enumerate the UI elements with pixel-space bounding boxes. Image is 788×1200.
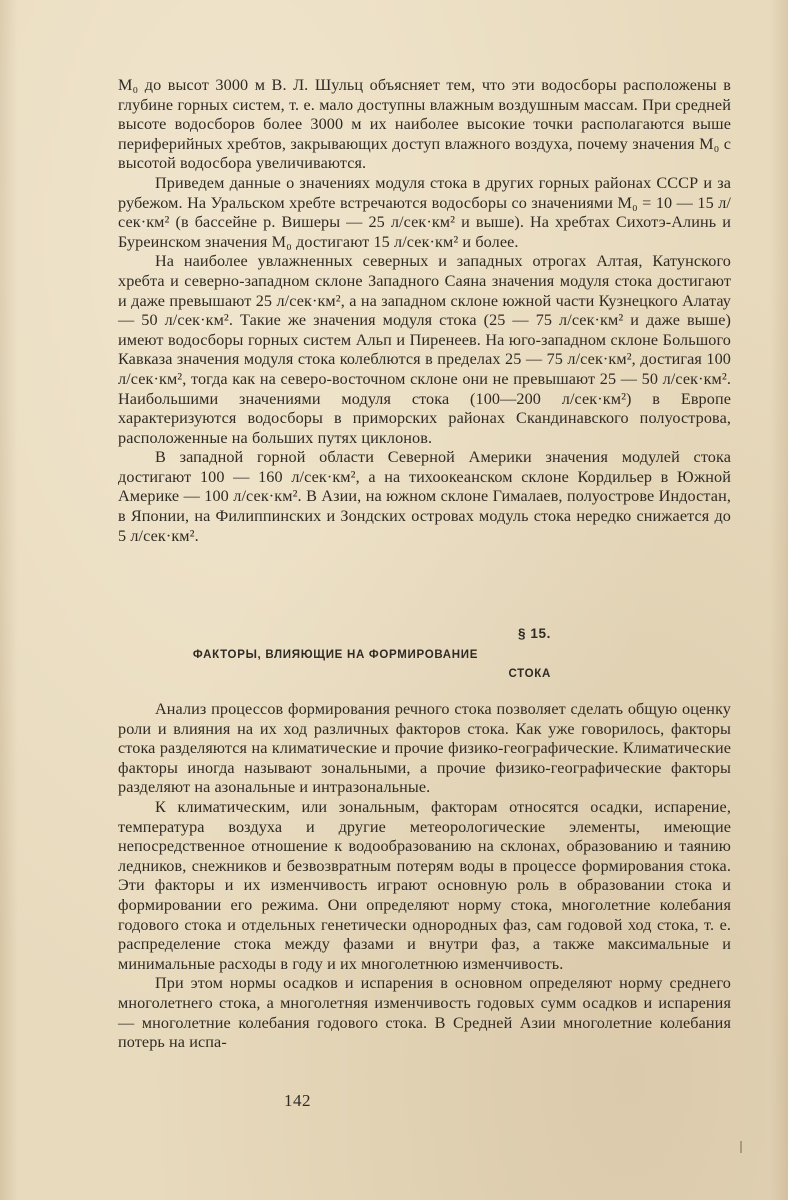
section-number: § 15.	[517, 626, 551, 641]
paragraph: В западной горной области Северной Америки значения модулей стока достигают 100 — 160 л/сек·км², а на тихоокеанском склоне Кордильер в Южной Америке — 100 л/сек·км². В Азии, на южном склоне Гималаев, полуострове Индостан, в Японии, на Филиппинских и Зондских островах модуль стока нередко снижается до 5 л/сек·км².	[118, 448, 731, 545]
bottom-text-block	[118, 700, 731, 1053]
page-number: 142	[284, 1091, 311, 1110]
paragraph: Анализ процессов формирования речного стока позволяет сделать общую оценку роли и влияния на их ход различных факторов стока. Как уже говорилось, факторы стока разделяются на климатические и прочие физико-географические. Климатические факторы иногда называют зональными, а прочие физико-географические факторы разделяют на азональные и интразональные.	[118, 700, 731, 797]
paragraph-continued: М₀ до высот 3000 м В. Л. Шульц объясняет тем, что эти водосборы расположены в глубине горных систем, т. е. мало доступны влажным воздушным массам. При средней высоте водосборов более 3000 м их наиболее высокие точки располагаются выше периферийных хребтов, закрывающих доступ влажного воздуха, почему значения М₀ с высотой водосбора увеличиваются.	[118, 76, 731, 173]
section-heading	[120, 646, 551, 684]
top-text-block	[118, 76, 731, 546]
paragraph: На наиболее увлажненных северных и западных отрогах Алтая, Катунского хребта и северно-западном склоне Западного Саяна значения модуля стока достигают и даже превышают 25 л/сек·км², а на западном склоне южной части Кузнецкого Алатау — 50 л/сек·км². Такие же значения модуля стока (25 — 75 л/сек·км² и даже выше) имеют водосборы горных систем Альп и Пиренеев. На юго-западном склоне Большого Кавказа значения модуля стока колеблются в пределах 25 — 75 л/сек·км², достигая 100 л/сек·км², тогда как на северо-восточном склоне они не превышают 25 — 50 л/сек·км². Наибольшими значениями модуля стока (100—200 л/сек·км²) в Европе характеризуются водосборы в приморских районах Скандинавского полуострова, расположенные на больших путях циклонов.	[118, 252, 731, 447]
paragraph: Приведем данные о значениях модуля стока в других горных районах СССР и за рубежом. На Уральском хребте встречаются водосборы со значениями М₀ = 10 — 15 л/сек·км² (в бассейне р. Вишеры — 25 л/сек·км² и выше). На хребтах Сихотэ-Алинь и Буреинском значения М₀ достигают 15 л/сек·км² и более.	[118, 173, 731, 251]
paragraph: К климатическим, или зональным, факторам относятся осадки, испарение, температура воздуха и другие метеорологические элементы, имеющие непосредственное отношение к водообразованию на склонах, образованию и таянию ледников, снежников и безвозвратным потерям воды в процессе формирования стока. Эти факторы и их изменчивость играют основную роль в образовании стока и формировании его режима. Они определяют норму стока, многолетние колебания годового стока и отдельных генетически однородных фаз, сам годовой ход стока, т. е. распределение стока между фазами и внутри фаз, а также максимальные и минимальные расходы в году и их многолетнюю изменчивость.	[118, 797, 731, 973]
section-title-line-2: СТОКА	[508, 668, 551, 680]
paragraph: При этом нормы осадков и испарения в основном определяют норму среднего многолетнего стока, а многолетняя изменчивость годовых сумм осадков и испарения — многолетние колебания годового стока. В Средней Азии многолетние колебания потерь на испа-	[118, 974, 731, 1052]
page-edge-mark	[740, 1141, 742, 1153]
section-title-line-1: ФАКТОРЫ, ВЛИЯЮЩИЕ НА ФОРМИРОВАНИЕ	[192, 649, 479, 661]
